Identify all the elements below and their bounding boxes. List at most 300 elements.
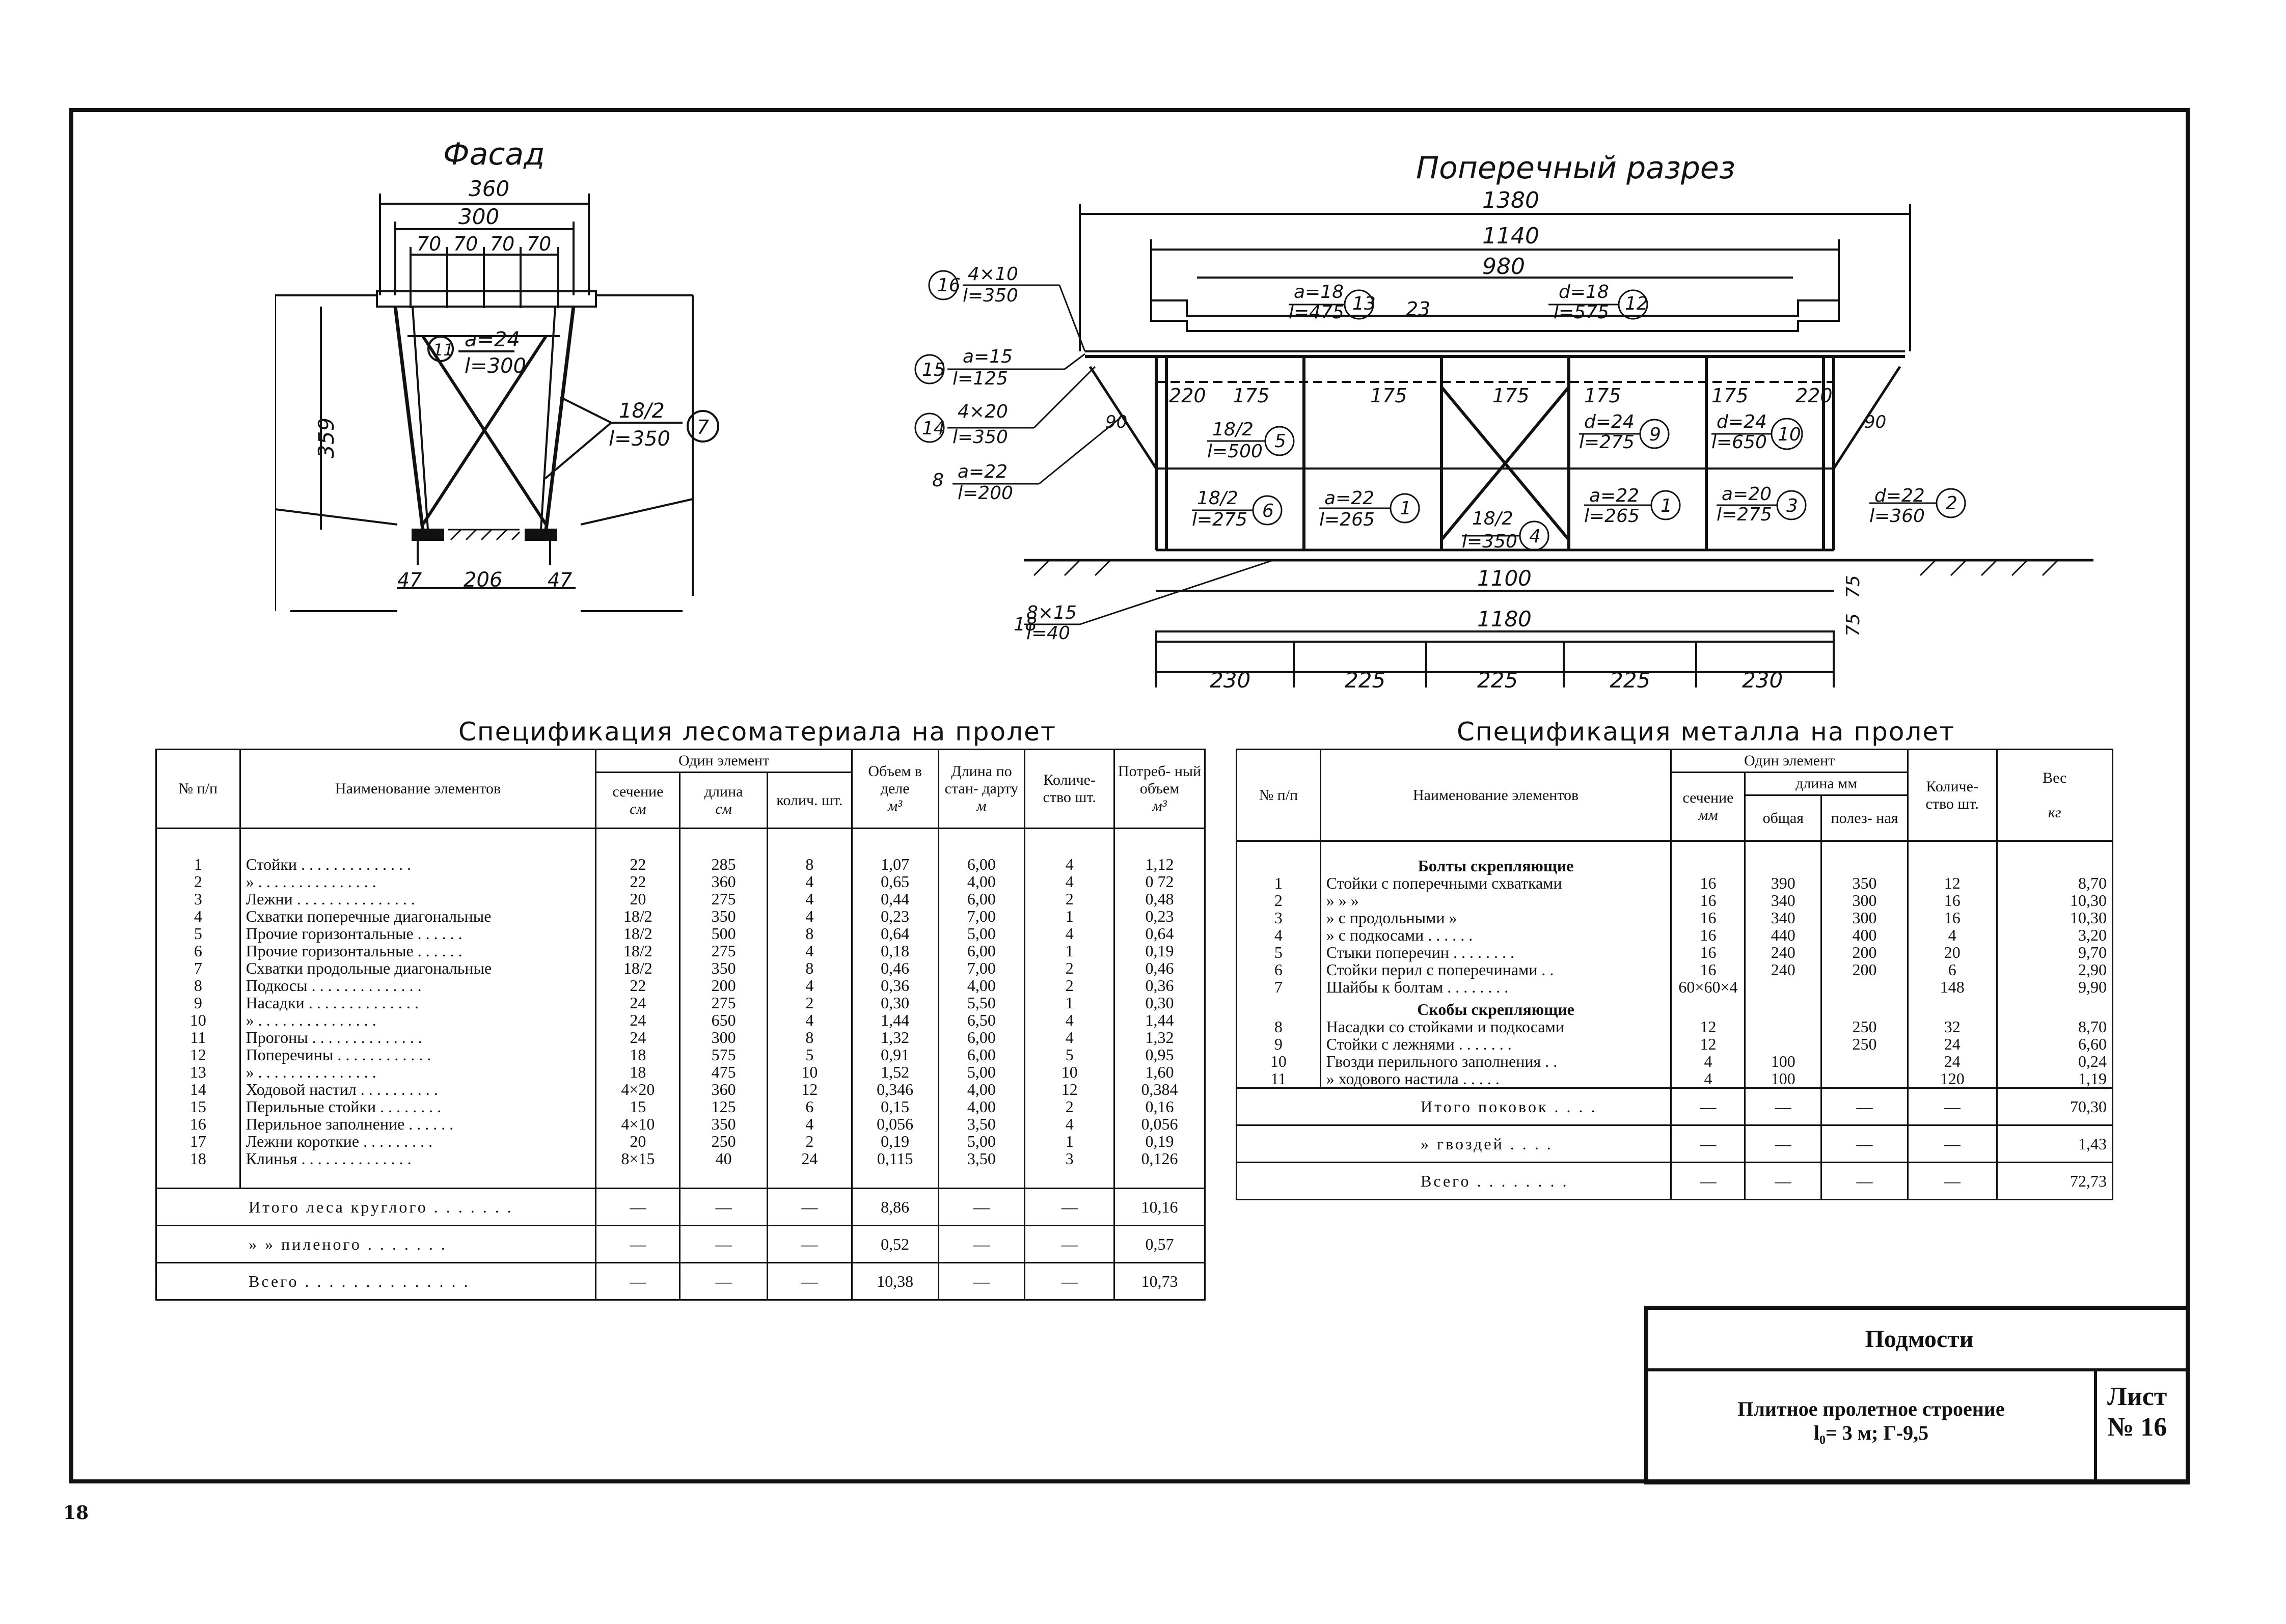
table-cell: 5 — [1237, 944, 1321, 961]
table-cell: 4 — [1025, 1029, 1114, 1046]
callout-16-a: 4×10 — [968, 264, 1018, 285]
table-cell: 12 — [156, 1046, 240, 1063]
group-row — [1237, 996, 2113, 1018]
table-cell: 5 — [768, 1046, 852, 1063]
table-cell — [1745, 1035, 1821, 1053]
table-cell: 3 — [1237, 909, 1321, 926]
total-cell: — — [938, 1189, 1025, 1226]
facade-dim-47a: 47 — [397, 569, 422, 591]
total-cell: 1,43 — [1997, 1125, 2112, 1163]
callout-9-a: d=24 — [1584, 411, 1635, 432]
table-cell: 2,90 — [1997, 961, 2112, 978]
callout-1a-a: a=22 — [1324, 488, 1375, 509]
table-cell: 250 — [680, 1133, 768, 1150]
table-cell: » ходового настила . . . . . — [1320, 1070, 1671, 1088]
table-cell: Перильные стойки . . . . . . . . — [240, 1098, 596, 1115]
table-cell: 440 — [1745, 926, 1821, 944]
total-cell: — — [938, 1226, 1025, 1263]
table-row — [1237, 892, 2113, 909]
table-cell: 120 — [1908, 1070, 1997, 1088]
callout-14-a: 4×20 — [958, 401, 1008, 422]
total-cell: — — [680, 1189, 768, 1226]
table-cell: 6,00 — [938, 1029, 1025, 1046]
callout-4-num: 4 — [1529, 526, 1541, 547]
section-dim-230b: 230 — [1742, 668, 1783, 693]
total-cell: 72,73 — [1997, 1163, 2112, 1200]
table-cell: Поперечины . . . . . . . . . . . . — [240, 1046, 596, 1063]
table-cell: 1,60 — [1114, 1063, 1205, 1081]
table-cell: 0,30 — [852, 994, 938, 1011]
table-cell: 4,00 — [938, 1081, 1025, 1098]
table-row — [156, 907, 1205, 925]
table-cell: 1,44 — [1114, 1011, 1205, 1029]
section-dim-1380: 1380 — [1482, 187, 1539, 213]
section-dim-220a: 220 — [1169, 384, 1206, 407]
table-cell: 20 — [596, 1133, 680, 1150]
metal-h-sec: сечение мм — [1671, 773, 1745, 841]
callout-5-l: l=500 — [1207, 441, 1263, 462]
total-label: Всего . . . . . . . . — [1237, 1163, 1671, 1200]
table-cell: 240 — [1745, 944, 1821, 961]
table-cell — [1745, 978, 1821, 996]
table-cell: 8 — [768, 856, 852, 873]
table-cell: 0,91 — [852, 1046, 938, 1063]
metal-spec-table — [1236, 749, 2113, 1200]
total-cell: — — [938, 1263, 1025, 1300]
facade-callout-11-a: a=24 — [465, 328, 520, 351]
table-cell: 15 — [596, 1098, 680, 1115]
table-cell: » » » — [1320, 892, 1671, 909]
callout-13-l: l=475 — [1289, 302, 1344, 323]
table-cell: 475 — [680, 1063, 768, 1081]
table-cell: 8,70 — [1997, 1018, 2112, 1035]
facade-dim-300: 300 — [458, 204, 500, 229]
page-number: 18 — [63, 1502, 89, 1524]
table-row — [156, 942, 1205, 959]
table-cell: Насадки со стойками и подкосами — [1320, 1018, 1671, 1035]
table-cell: Стойки перил с поперечинами . . — [1320, 961, 1671, 978]
wood-h-cnt: Количе- ство шт. — [1025, 750, 1114, 829]
callout-9-l: l=275 — [1579, 432, 1635, 453]
table-cell: 24 — [1908, 1053, 1997, 1070]
section-dim-1140: 1140 — [1482, 223, 1539, 249]
table-cell: 1,52 — [852, 1063, 938, 1081]
callout-1b-l: l=265 — [1584, 506, 1640, 527]
table-cell: » . . . . . . . . . . . . . . . — [240, 873, 596, 890]
table-cell: 15 — [156, 1098, 240, 1115]
metal-h-name: Наименование элементов — [1320, 750, 1671, 841]
table-cell: 650 — [680, 1011, 768, 1029]
callout-12-num: 12 — [1625, 293, 1648, 314]
table-cell: 18/2 — [596, 907, 680, 925]
table-cell: 13 — [156, 1063, 240, 1081]
table-row — [1237, 978, 2113, 996]
table-cell: 240 — [1745, 961, 1821, 978]
table-cell: 32 — [1908, 1018, 1997, 1035]
subtitle-line-1: Плитное пролетное строение — [1737, 1397, 2005, 1420]
table-cell: 0,16 — [1114, 1098, 1205, 1115]
table-cell: 3,50 — [938, 1150, 1025, 1167]
table-cell: 0,346 — [852, 1081, 938, 1098]
section-dim-23: 23 — [1406, 298, 1431, 320]
table-cell: 4×20 — [596, 1081, 680, 1098]
table-cell: 2 — [768, 994, 852, 1011]
total-cell: — — [1745, 1163, 1821, 1200]
table-cell: 390 — [1745, 874, 1821, 892]
table-cell: 0,64 — [852, 925, 938, 942]
table-cell: 1,12 — [1114, 856, 1205, 873]
section-dim-175e: 175 — [1711, 384, 1749, 407]
table-cell: 1,07 — [852, 856, 938, 873]
table-cell: 0 72 — [1114, 873, 1205, 890]
callout-14-l: l=350 — [953, 427, 1008, 448]
table-cell: 350 — [680, 907, 768, 925]
section-dim-225b: 225 — [1477, 668, 1518, 693]
section-drawing — [912, 183, 2134, 698]
facade-dim-70c: 70 — [490, 233, 515, 255]
table-cell: 2 — [156, 873, 240, 890]
total-label: Итого леса круглого . . . . . . . — [156, 1189, 596, 1226]
table-cell: » . . . . . . . . . . . . . . . — [240, 1063, 596, 1081]
wood-h-sec: сечение см — [596, 773, 680, 829]
wood-h-need: Потреб- ный объем м³ — [1114, 750, 1205, 829]
wood-h-no: № п/п — [156, 750, 240, 829]
section-dim-220b: 220 — [1795, 384, 1833, 407]
total-cell: — — [1745, 1088, 1821, 1125]
table-cell: 4,00 — [938, 977, 1025, 994]
table-row — [1237, 961, 2113, 978]
facade-dim-206: 206 — [464, 568, 503, 592]
total-row — [156, 1263, 1205, 1300]
callout-13-a: a=18 — [1294, 282, 1344, 302]
section-dim-1100: 1100 — [1477, 566, 1532, 591]
callout-4-a: 18/2 — [1472, 508, 1513, 529]
metal-h-weight: Вес кг — [1997, 750, 2112, 841]
table-cell: 0,36 — [1114, 977, 1205, 994]
table-cell: 0,19 — [852, 1133, 938, 1150]
total-cell: 10,16 — [1114, 1189, 1205, 1226]
table-cell: 8 — [768, 1029, 852, 1046]
table-cell: 6 — [156, 942, 240, 959]
table-row — [156, 977, 1205, 994]
wood-spec-title: Спецификация лесоматериала на пролет — [458, 717, 1056, 747]
table-cell: 10,30 — [1997, 909, 2112, 926]
table-cell: 6 — [1237, 961, 1321, 978]
table-cell: 1 — [1237, 874, 1321, 892]
callout-9-num: 9 — [1649, 424, 1661, 445]
callout-18-num: 18 — [1014, 614, 1037, 635]
table-cell: 8 — [156, 977, 240, 994]
table-row — [1237, 1018, 2113, 1035]
table-cell: 5,00 — [938, 925, 1025, 942]
total-cell: — — [768, 1263, 852, 1300]
total-cell: 10,38 — [852, 1263, 938, 1300]
total-cell: — — [1821, 1125, 1908, 1163]
wood-spec-table — [155, 749, 1206, 1301]
wood-h-std: Длина по стан- дарту м — [938, 750, 1025, 829]
table-cell: 5,50 — [938, 994, 1025, 1011]
total-cell: — — [768, 1226, 852, 1263]
section-dim-980: 980 — [1482, 254, 1525, 280]
table-row — [156, 994, 1205, 1011]
callout-6-num: 6 — [1262, 501, 1274, 521]
callout-8-num: 8 — [932, 470, 944, 491]
table-cell: 16 — [1671, 961, 1745, 978]
table-cell: 16 — [156, 1115, 240, 1133]
wood-h-qty: колич. шт. — [768, 773, 852, 829]
table-cell: 10 — [768, 1063, 852, 1081]
callout-18-a: 8×15 — [1026, 602, 1077, 623]
table-cell: 7,00 — [938, 907, 1025, 925]
section-dim-175c: 175 — [1492, 384, 1530, 407]
table-cell: 12 — [1671, 1035, 1745, 1053]
table-cell: 1 — [1025, 942, 1114, 959]
total-cell: — — [680, 1263, 768, 1300]
table-cell: 4,00 — [938, 1098, 1025, 1115]
table-cell: 360 — [680, 873, 768, 890]
total-cell: — — [1025, 1226, 1114, 1263]
table-cell: 0,126 — [1114, 1150, 1205, 1167]
callout-4-l: l=350 — [1462, 531, 1517, 552]
table-cell: 4 — [1671, 1070, 1745, 1088]
facade-callout-11-l: l=300 — [465, 354, 526, 378]
table-cell: Ходовой настил . . . . . . . . . . — [240, 1081, 596, 1098]
table-row — [156, 856, 1205, 873]
table-cell: 9 — [1237, 1035, 1321, 1053]
table-cell: 5 — [156, 925, 240, 942]
table-cell: 60×60×4 — [1671, 978, 1745, 996]
total-cell: — — [1908, 1125, 1997, 1163]
callout-8-a: a=22 — [958, 461, 1008, 482]
table-cell: 6 — [1908, 961, 1997, 978]
table-cell: 24 — [596, 1011, 680, 1029]
table-cell: 12 — [768, 1081, 852, 1098]
table-cell: 0,46 — [1114, 959, 1205, 977]
callout-1b-a: a=22 — [1589, 485, 1640, 506]
table-cell: Подкосы . . . . . . . . . . . . . . — [240, 977, 596, 994]
total-cell: — — [680, 1226, 768, 1263]
table-cell: 275 — [680, 890, 768, 907]
table-cell: 4 — [156, 907, 240, 925]
table-cell: 18 — [596, 1046, 680, 1063]
table-cell: 8 — [768, 925, 852, 942]
table-cell: 200 — [1821, 961, 1908, 978]
table-cell: 0,48 — [1114, 890, 1205, 907]
table-row — [1237, 1053, 2113, 1070]
facade-callout-7-a: 18/2 — [619, 399, 665, 423]
table-cell: Стойки . . . . . . . . . . . . . . — [240, 856, 596, 873]
table-row — [156, 873, 1205, 890]
table-cell: 0,056 — [852, 1115, 938, 1133]
total-cell: — — [1671, 1125, 1745, 1163]
table-cell: 22 — [596, 856, 680, 873]
total-cell: — — [596, 1189, 680, 1226]
table-cell: 18/2 — [596, 925, 680, 942]
table-cell: 300 — [1821, 892, 1908, 909]
total-cell: — — [1025, 1263, 1114, 1300]
table-cell: 7 — [1237, 978, 1321, 996]
table-cell: 7,00 — [938, 959, 1025, 977]
table-cell: 100 — [1745, 1070, 1821, 1088]
callout-2-l: l=360 — [1869, 506, 1925, 527]
wood-h-name: Наименование элементов — [240, 750, 596, 829]
table-cell: 6,50 — [938, 1011, 1025, 1029]
callout-1a-l: l=265 — [1319, 509, 1375, 530]
table-cell: 12 — [1671, 1018, 1745, 1035]
table-cell: 18/2 — [596, 959, 680, 977]
table-cell: 24 — [596, 994, 680, 1011]
total-cell: — — [1745, 1125, 1821, 1163]
callout-3-a: a=20 — [1722, 484, 1772, 505]
table-cell: Гвозди перильного заполнения . . — [1320, 1053, 1671, 1070]
callout-1a-num: 1 — [1400, 498, 1411, 519]
table-cell: 22 — [596, 977, 680, 994]
table-cell: » с подкосами . . . . . . — [1320, 926, 1671, 944]
table-cell: 2 — [1025, 977, 1114, 994]
table-cell: 148 — [1908, 978, 1997, 996]
table-cell: 4 — [768, 1115, 852, 1133]
table-cell: 5,00 — [938, 1133, 1025, 1150]
table-cell: 16 — [1671, 944, 1745, 961]
table-cell: 6 — [768, 1098, 852, 1115]
metal-h-len-total: общая — [1745, 795, 1821, 841]
table-cell: 0,23 — [1114, 907, 1205, 925]
table-cell — [1821, 1053, 1908, 1070]
section-dim-175a: 175 — [1233, 384, 1270, 407]
table-cell: 1 — [1025, 994, 1114, 1011]
section-dim-1180: 1180 — [1477, 607, 1532, 631]
total-cell: 0,57 — [1114, 1226, 1205, 1263]
total-cell: — — [1671, 1088, 1745, 1125]
table-cell: 8 — [1237, 1018, 1321, 1035]
callout-6-l: l=275 — [1192, 509, 1247, 530]
table-cell: 360 — [680, 1081, 768, 1098]
metal-h-len-useful: полез- ная — [1821, 795, 1908, 841]
table-cell: 2 — [768, 1133, 852, 1150]
table-row — [156, 1115, 1205, 1133]
table-cell: 8×15 — [596, 1150, 680, 1167]
callout-10-num: 10 — [1778, 424, 1801, 445]
total-cell: — — [1025, 1189, 1114, 1226]
metal-h-cnt: Количе- ство шт. — [1908, 750, 1997, 841]
table-cell: 16 — [1908, 892, 1997, 909]
facade-dim-47b: 47 — [548, 569, 573, 591]
table-row — [156, 1098, 1205, 1115]
callout-12-l: l=575 — [1554, 302, 1609, 323]
table-cell: 0,056 — [1114, 1115, 1205, 1133]
table-cell: 14 — [156, 1081, 240, 1098]
sheet-number: № 16 — [2107, 1413, 2167, 1442]
facade-dim-70d: 70 — [527, 233, 552, 255]
table-cell: Стыки поперечин . . . . . . . . — [1320, 944, 1671, 961]
table-cell: 3,20 — [1997, 926, 2112, 944]
table-cell: Прочие горизонтальные . . . . . . — [240, 925, 596, 942]
sheet-label: Лист — [2107, 1382, 2167, 1411]
total-cell: — — [596, 1263, 680, 1300]
table-row — [156, 1150, 1205, 1167]
table-cell: 350 — [680, 1115, 768, 1133]
callout-18-l: l=40 — [1026, 623, 1070, 644]
group-heading: Болты скрепляющие — [1320, 852, 1671, 874]
total-cell: 0,52 — [852, 1226, 938, 1263]
table-cell: 6,60 — [1997, 1035, 2112, 1053]
table-cell: 10,30 — [1997, 892, 2112, 909]
table-cell: 7 — [156, 959, 240, 977]
table-cell: 350 — [1821, 874, 1908, 892]
total-label: » » пиленого . . . . . . . — [156, 1226, 596, 1263]
section-dim-225c: 225 — [1610, 668, 1651, 693]
title-block-subtitle — [1648, 1371, 2097, 1484]
table-spacer — [156, 829, 1205, 856]
callout-10-a: d=24 — [1717, 411, 1767, 432]
table-cell: 10 — [156, 1011, 240, 1029]
table-cell: Схватки поперечные диагональные — [240, 907, 596, 925]
section-dim-90b: 90 — [1864, 412, 1887, 432]
table-cell: 24 — [596, 1029, 680, 1046]
table-cell: 9,70 — [1997, 944, 2112, 961]
section-dim-75b: 75 — [1843, 613, 1864, 637]
table-cell: 1 — [1025, 1133, 1114, 1150]
table-cell: Насадки . . . . . . . . . . . . . . — [240, 994, 596, 1011]
callout-15-num: 15 — [922, 360, 945, 380]
metal-h-no: № п/п — [1237, 750, 1321, 841]
table-cell — [1745, 1018, 1821, 1035]
table-cell: 4,00 — [938, 873, 1025, 890]
title-block — [1644, 1306, 2190, 1484]
table-cell: 6,00 — [938, 942, 1025, 959]
metal-spec-title: Спецификация металла на пролет — [1457, 717, 1955, 747]
table-spacer — [156, 1167, 1205, 1189]
table-cell: 1,19 — [1997, 1070, 2112, 1088]
table-cell: 2 — [1025, 890, 1114, 907]
table-cell: 11 — [1237, 1070, 1321, 1088]
table-cell: 575 — [680, 1046, 768, 1063]
table-cell: » с продольными » — [1320, 909, 1671, 926]
table-cell: 16 — [1671, 909, 1745, 926]
table-cell: 0,18 — [852, 942, 938, 959]
table-cell: 0,24 — [1997, 1053, 2112, 1070]
facade-callout-11-num: 11 — [433, 340, 454, 360]
total-cell: — — [1671, 1163, 1745, 1200]
table-cell: 40 — [680, 1150, 768, 1167]
table-cell: 12 — [1908, 874, 1997, 892]
table-cell: 350 — [680, 959, 768, 977]
table-cell: 250 — [1821, 1018, 1908, 1035]
table-cell: 16 — [1671, 926, 1745, 944]
section-dim-90a: 90 — [1105, 412, 1128, 432]
table-cell: 0,115 — [852, 1150, 938, 1167]
group-row — [1237, 852, 2113, 874]
section-dim-225a: 225 — [1345, 668, 1386, 693]
table-cell: Клинья . . . . . . . . . . . . . . — [240, 1150, 596, 1167]
callout-16-l: l=350 — [963, 285, 1018, 306]
table-cell: » . . . . . . . . . . . . . . . — [240, 1011, 596, 1029]
total-row — [1237, 1125, 2113, 1163]
table-cell: 4 — [1237, 926, 1321, 944]
facade-callout-7-num: 7 — [697, 416, 710, 438]
table-row — [1237, 874, 2113, 892]
callout-12-a: d=18 — [1559, 282, 1609, 302]
table-cell: 9,90 — [1997, 978, 2112, 996]
total-cell: — — [1821, 1088, 1908, 1125]
callout-16-num: 16 — [937, 275, 961, 296]
table-row — [156, 959, 1205, 977]
callout-5-a: 18/2 — [1212, 419, 1254, 440]
callout-3-num: 3 — [1786, 496, 1798, 516]
table-cell: 4 — [1025, 1115, 1114, 1133]
table-cell — [1821, 978, 1908, 996]
table-cell: 0,36 — [852, 977, 938, 994]
